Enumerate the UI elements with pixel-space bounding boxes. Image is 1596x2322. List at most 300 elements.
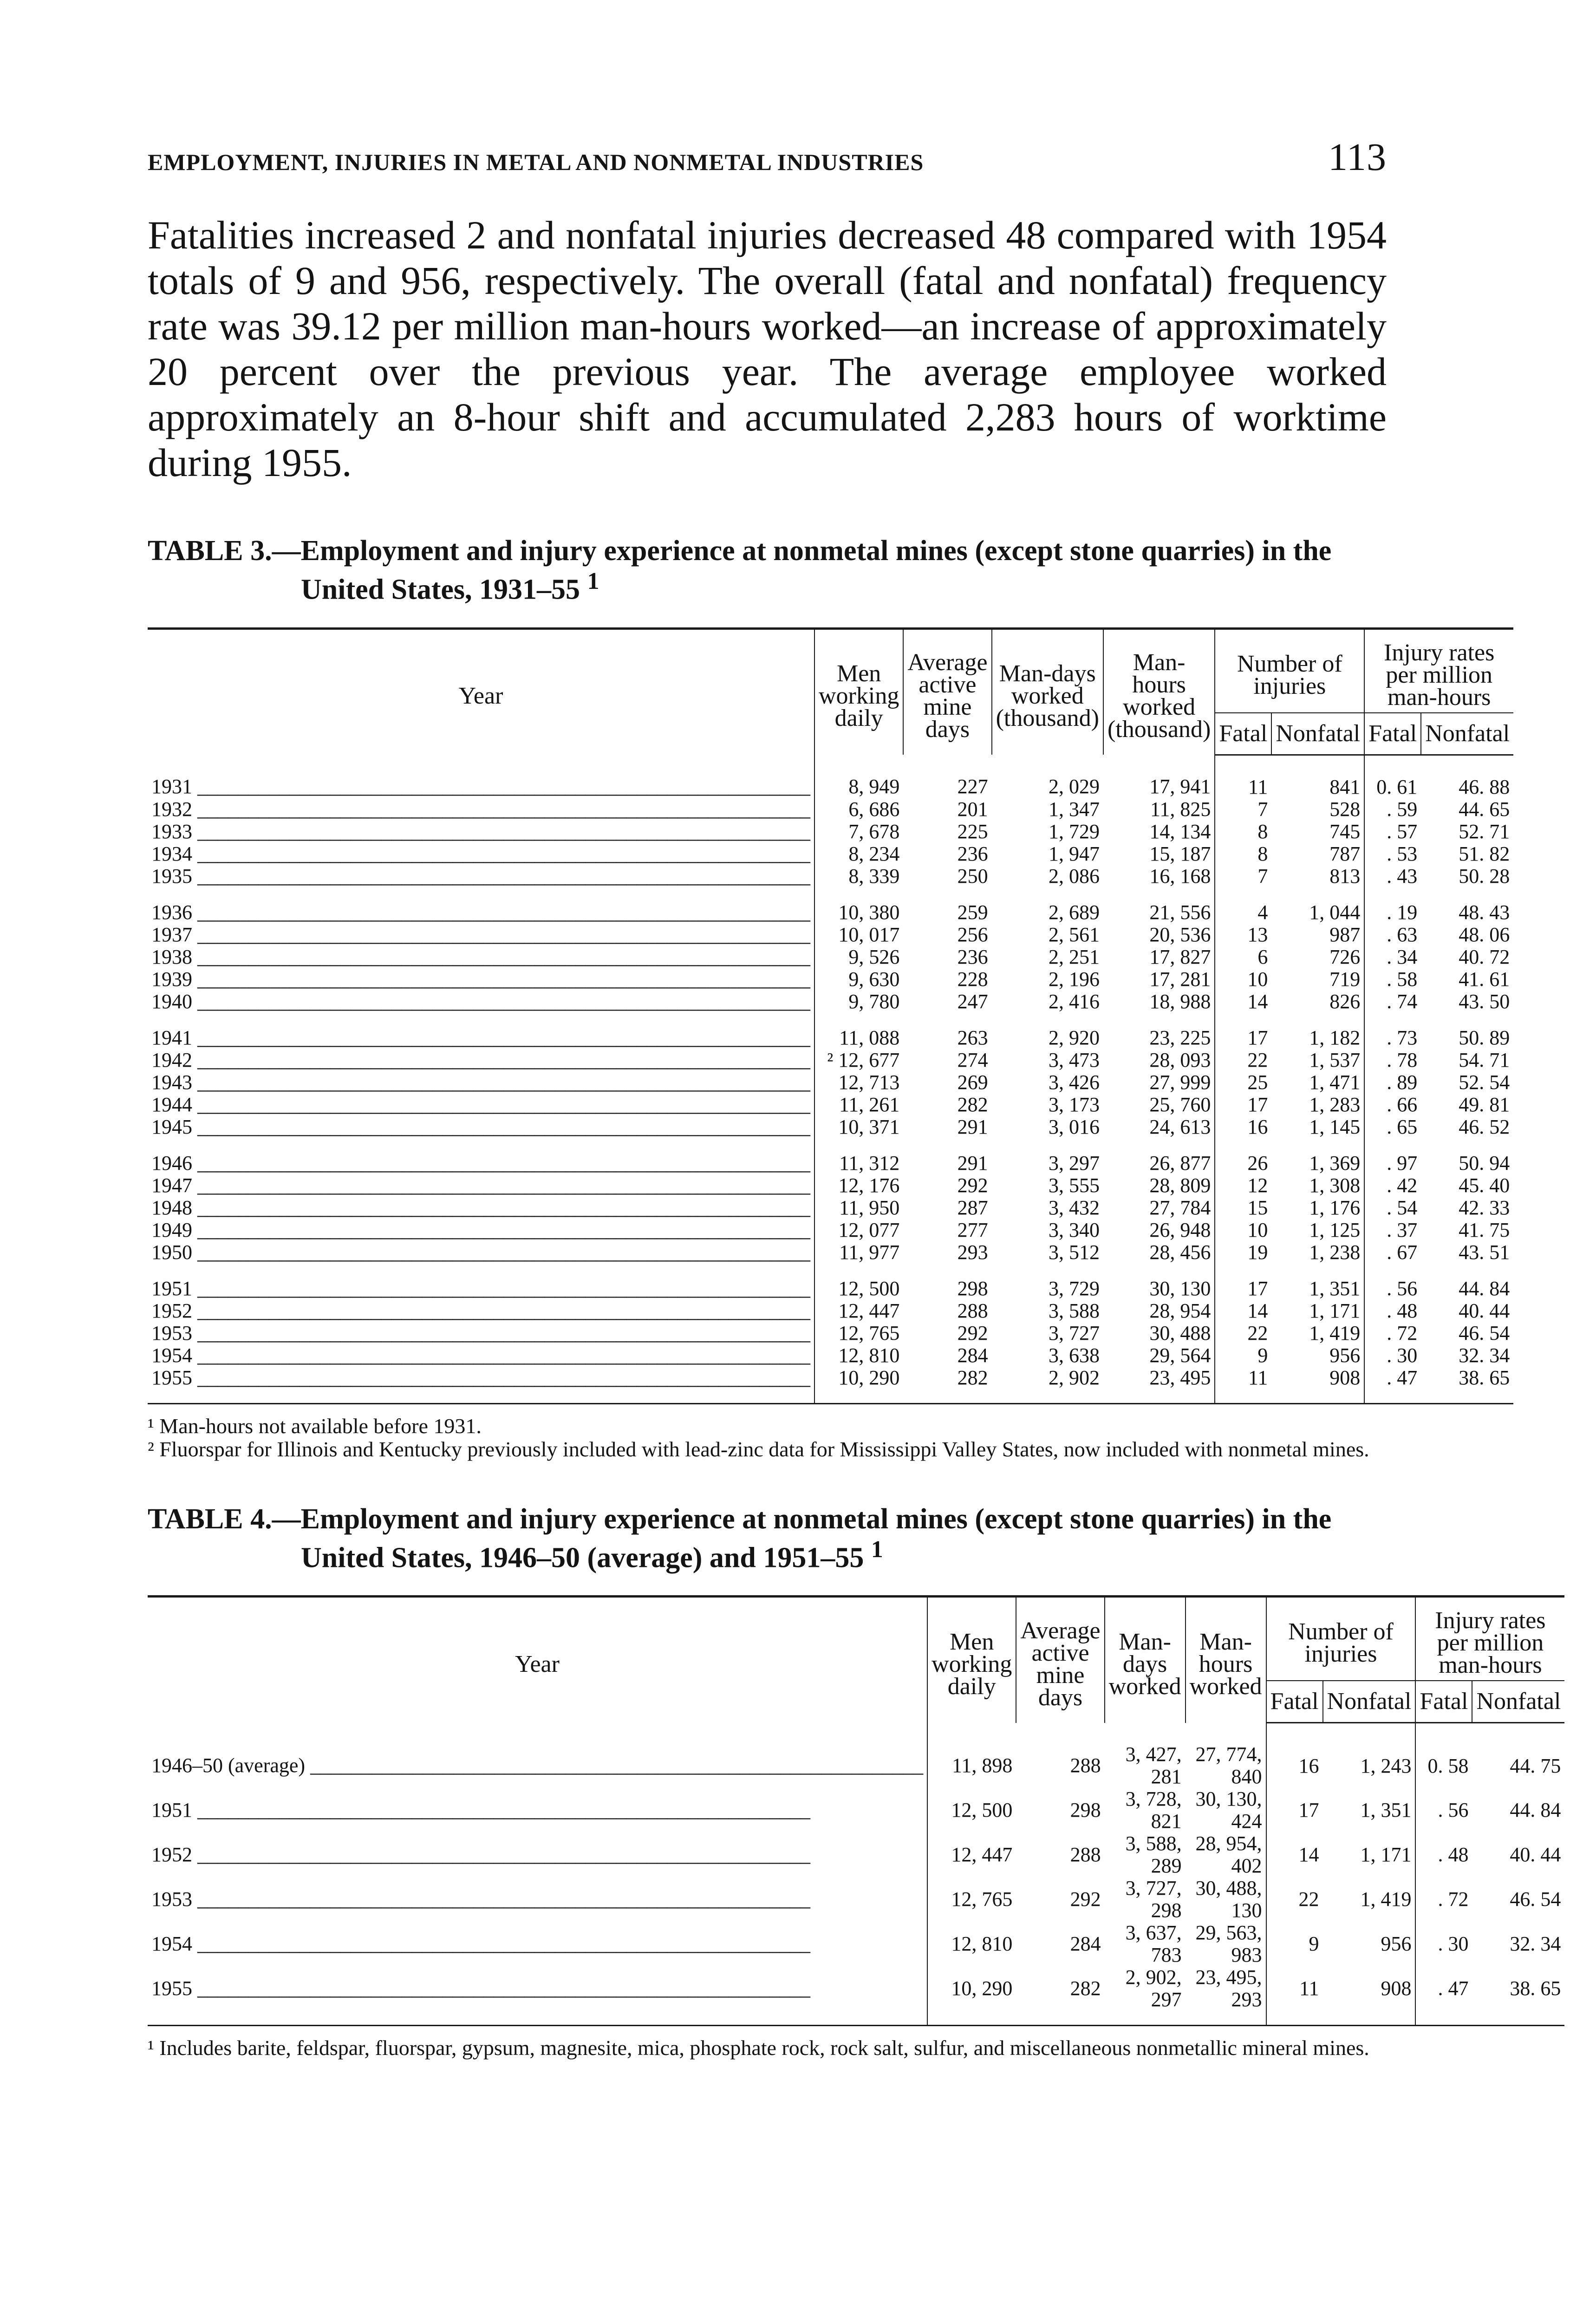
- cell-injuries-nonfatal: 1, 471: [1271, 1071, 1364, 1094]
- cell-active-mine-days: 247: [957, 990, 988, 1013]
- cell-injuries-fatal: 14: [1247, 1299, 1268, 1322]
- cell-active-mine-days: 291: [957, 1151, 988, 1174]
- cell-active-mine-days: 284: [957, 1344, 988, 1367]
- cell-man-days: 3, 340: [1048, 1218, 1100, 1241]
- cell-active-mine-days: 288: [1070, 1754, 1101, 1777]
- cell-rate-fatal: . 54: [1387, 1196, 1418, 1219]
- cell-active-mine-days: 201: [957, 797, 988, 821]
- cell-men-working-daily: 8, 234: [848, 842, 900, 865]
- cell-year: 1932 ____________________________________________________________: [148, 798, 814, 821]
- cell-man-hours: 28, 456: [1103, 1241, 1215, 1264]
- table-row: [148, 1116, 1513, 1138]
- cell-injuries-nonfatal: 1, 176: [1271, 1197, 1364, 1219]
- cell-rate-nonfatal: 43. 50: [1459, 990, 1510, 1013]
- cell-injuries-fatal: 17: [1247, 1026, 1268, 1049]
- cell-rate-nonfatal: 51. 82: [1459, 842, 1510, 865]
- table-row: [148, 946, 1513, 968]
- table-row: [148, 1219, 1513, 1241]
- table3-header-rates: Injury rates per million man-hours: [1364, 628, 1513, 713]
- cell-man-hours: 28, 954, 402: [1186, 1833, 1266, 1877]
- cell-man-days: 2, 086: [1048, 864, 1100, 887]
- table-row: [148, 1174, 1513, 1197]
- table-row: [148, 1877, 1564, 1922]
- cell-year: 1935 ____________________________________________________________: [148, 865, 814, 887]
- cell-rate-fatal: . 30: [1387, 1344, 1418, 1367]
- cell-year: 1951 ____________________________________________________________: [148, 1788, 927, 1833]
- table-row: [148, 924, 1513, 946]
- cell-injuries-nonfatal: 1, 125: [1271, 1219, 1364, 1241]
- cell-men-working-daily: 11, 898: [952, 1754, 1013, 1777]
- table3-header-man-days: Man-days worked (thousand): [992, 628, 1103, 755]
- table-row: [148, 755, 1513, 798]
- cell-rate-nonfatal: 43. 51: [1459, 1240, 1510, 1264]
- cell-year: 1946 ____________________________________________________________: [148, 1138, 814, 1174]
- document-page: [148, 135, 1561, 2060]
- cell-active-mine-days: 250: [957, 864, 988, 887]
- cell-men-working-daily: 7, 678: [848, 820, 900, 843]
- cell-man-days: 3, 432: [1048, 1196, 1100, 1219]
- table3-row-group: [148, 887, 1513, 1013]
- cell-man-days: 3, 727, 298: [1125, 1876, 1182, 1922]
- cell-injuries-nonfatal: 1, 351: [1271, 1264, 1364, 1300]
- cell-injuries-nonfatal: 1, 419: [1323, 1877, 1416, 1922]
- cell-injuries-nonfatal: 841: [1271, 755, 1364, 798]
- table4-header-man-days: Man-days worked: [1105, 1597, 1186, 1723]
- cell-active-mine-days: 274: [957, 1048, 988, 1071]
- cell-men-working-daily: 12, 500: [838, 1277, 900, 1300]
- cell-man-hours: 27, 784: [1103, 1197, 1215, 1219]
- cell-rate-nonfatal: 40. 44: [1510, 1843, 1561, 1866]
- table4-header-rates: Injury rates per million man-hours: [1415, 1597, 1564, 1681]
- cell-men-working-daily: 10, 290: [927, 1966, 1016, 2026]
- cell-rate-nonfatal: 54. 71: [1459, 1048, 1510, 1071]
- cell-injuries-nonfatal: 1, 182: [1271, 1013, 1364, 1049]
- table-row: [148, 1094, 1513, 1116]
- cell-man-days: 1, 347: [1048, 797, 1100, 821]
- cell-man-days: 2, 029: [1048, 775, 1100, 798]
- cell-year: 1953 ____________________________________________________________: [148, 1322, 814, 1344]
- cell-active-mine-days: 292: [1070, 1887, 1101, 1911]
- table-row: [148, 1833, 1564, 1877]
- cell-men-working-daily: 11, 977: [839, 1240, 900, 1264]
- cell-injuries-fatal: 8: [1257, 842, 1268, 865]
- table-row: [148, 1241, 1513, 1264]
- cell-injuries-fatal: 10: [1247, 967, 1268, 991]
- cell-active-mine-days: 259: [957, 900, 988, 924]
- cell-injuries-fatal: 17: [1247, 1093, 1268, 1116]
- cell-man-days: 2, 251: [1048, 945, 1100, 968]
- cell-man-days: 2, 902, 297: [1105, 1966, 1186, 2026]
- table-row: [148, 821, 1513, 843]
- cell-year: 1936 ____________________________________________________________: [148, 887, 814, 924]
- cell-injuries-fatal: 14: [1247, 990, 1268, 1013]
- cell-injuries-nonfatal: 908: [1323, 1966, 1416, 2026]
- cell-injuries-fatal: 26: [1247, 1151, 1268, 1174]
- cell-active-mine-days: 298: [1070, 1798, 1101, 1821]
- running-head-title: EMPLOYMENT, INJURIES IN METAL AND NONMETAL INDUSTRIES: [148, 149, 924, 175]
- table-row: [148, 1344, 1513, 1367]
- cell-active-mine-days: 291: [957, 1115, 988, 1138]
- cell-injuries-fatal: 11: [1266, 1966, 1323, 2026]
- cell-injuries-nonfatal: 745: [1271, 821, 1364, 843]
- cell-rate-nonfatal: 44. 84: [1459, 1277, 1510, 1300]
- cell-injuries-fatal: 8: [1257, 820, 1268, 843]
- cell-year: 1943 ____________________________________________________________: [148, 1071, 814, 1094]
- table-row: [148, 1264, 1513, 1300]
- table-row: [148, 1966, 1564, 2026]
- cell-men-working-daily: 11, 312: [839, 1151, 900, 1174]
- cell-man-days: 3, 728, 821: [1125, 1787, 1182, 1833]
- cell-men-working-daily: 12, 447: [838, 1299, 900, 1322]
- cell-rate-nonfatal: 46. 88: [1459, 775, 1510, 798]
- cell-injuries-nonfatal: 1, 145: [1271, 1116, 1364, 1138]
- cell-year: 1938 ____________________________________________________________: [148, 946, 814, 968]
- cell-year: 1953 ____________________________________________________________: [148, 1877, 927, 1922]
- cell-rate-fatal: . 48: [1387, 1299, 1418, 1322]
- cell-injuries-fatal: 14: [1298, 1843, 1319, 1866]
- cell-man-hours: 28, 809: [1103, 1174, 1215, 1197]
- cell-man-hours: 30, 130: [1103, 1264, 1215, 1300]
- cell-man-hours: 26, 877: [1103, 1138, 1215, 1174]
- table3-header-injuries-fatal: Fatal: [1215, 713, 1271, 755]
- cell-active-mine-days: 228: [957, 967, 988, 991]
- table3-header-injuries: Number of injuries: [1215, 628, 1364, 713]
- table4-header-rates-nonfatal: Nonfatal: [1472, 1681, 1564, 1723]
- cell-injuries-nonfatal: 719: [1271, 968, 1364, 991]
- cell-injuries-nonfatal: 528: [1271, 798, 1364, 821]
- table3-footnotes: [148, 1415, 1387, 1461]
- cell-rate-fatal: . 74: [1387, 990, 1418, 1013]
- cell-men-working-daily: 11, 950: [839, 1196, 900, 1219]
- cell-injuries-fatal: 7: [1257, 797, 1268, 821]
- cell-man-days: 3, 427, 281: [1125, 1742, 1182, 1788]
- cell-injuries-nonfatal: 726: [1271, 946, 1364, 968]
- cell-men-working-daily: 10, 290: [814, 1367, 903, 1404]
- cell-man-days: 3, 297: [1048, 1151, 1100, 1174]
- cell-injuries-nonfatal: 1, 537: [1271, 1049, 1364, 1071]
- intro-paragraph: Fatalities increased 2 and nonfatal injuries decreased 48 compared with 1954 totals of 9 and 956, respectively. The overall (fatal and nonfatal) frequency rate was 39.12 per million man-hours worked—an increase of approximately 20 percent over the previous year. The average employee worked approximately an 8-hour shift and accumulated 2,283 hours of worktime during 1955.: [148, 213, 1387, 485]
- cell-rate-nonfatal: 41. 61: [1459, 967, 1510, 991]
- cell-active-mine-days: 282: [957, 1093, 988, 1116]
- table-row: [148, 1788, 1564, 1833]
- cell-injuries-nonfatal: 826: [1271, 991, 1364, 1013]
- cell-injuries-nonfatal: 987: [1271, 924, 1364, 946]
- cell-injuries-nonfatal: 1, 044: [1271, 887, 1364, 924]
- table-row: [148, 1922, 1564, 1966]
- table3-header-man-hours: Man-hours worked (thousand): [1103, 628, 1215, 755]
- table3-row-group: [148, 1138, 1513, 1264]
- table-row: [148, 865, 1513, 887]
- table3-header-men: Men working daily: [814, 628, 903, 755]
- cell-men-working-daily: 9, 630: [848, 967, 900, 991]
- cell-year: 1950 ____________________________________________________________: [148, 1241, 814, 1264]
- cell-rate-nonfatal: 46. 54: [1510, 1887, 1561, 1911]
- cell-rate-fatal: . 78: [1387, 1048, 1418, 1071]
- cell-injuries-nonfatal: 956: [1323, 1922, 1416, 1966]
- cell-rate-fatal: . 65: [1387, 1115, 1418, 1138]
- cell-rate-fatal: . 57: [1387, 820, 1418, 843]
- cell-man-days: 3, 555: [1048, 1174, 1100, 1197]
- cell-man-hours: 17, 281: [1103, 968, 1215, 991]
- cell-rate-fatal: . 56: [1387, 1277, 1418, 1300]
- cell-active-mine-days: 282: [903, 1367, 991, 1404]
- table4-header-injuries-fatal: Fatal: [1266, 1681, 1323, 1723]
- cell-rate-nonfatal: 41. 75: [1459, 1218, 1510, 1241]
- cell-rate-fatal: . 48: [1438, 1843, 1469, 1866]
- cell-man-days: 2, 416: [1048, 990, 1100, 1013]
- table3-header-rates-nonfatal: Nonfatal: [1421, 713, 1513, 755]
- cell-year: 1941 ____________________________________________________________: [148, 1013, 814, 1049]
- table3-header-year: Year: [148, 628, 814, 755]
- cell-year: 1955 ____________________________________________________________: [148, 1966, 927, 2026]
- running-head: [148, 135, 1387, 180]
- table4-title-footnote-marker: 1: [871, 1536, 883, 1563]
- cell-rate-nonfatal: 44. 84: [1510, 1798, 1561, 1821]
- cell-year: 1931 ____________________________________________________________: [148, 755, 814, 798]
- cell-year: 1954 ____________________________________________________________: [148, 1344, 814, 1367]
- cell-rate-fatal: . 63: [1387, 923, 1418, 946]
- cell-man-days: 3, 512: [1048, 1240, 1100, 1264]
- cell-injuries-nonfatal: 956: [1271, 1344, 1364, 1367]
- cell-injuries-nonfatal: 813: [1271, 865, 1364, 887]
- cell-men-working-daily: 10, 017: [838, 923, 900, 946]
- table3-header-injuries-nonfatal: Nonfatal: [1271, 713, 1364, 755]
- cell-men-working-daily: 11, 088: [839, 1026, 900, 1049]
- cell-rate-nonfatal: 48. 06: [1459, 923, 1510, 946]
- cell-injuries-nonfatal: 1, 283: [1271, 1094, 1364, 1116]
- cell-man-hours: 25, 760: [1103, 1094, 1215, 1116]
- table3-header-rates-fatal: Fatal: [1364, 713, 1421, 755]
- cell-injuries-fatal: 16: [1247, 1115, 1268, 1138]
- cell-year: 1940 ____________________________________________________________: [148, 991, 814, 1013]
- cell-rate-fatal: . 66: [1387, 1093, 1418, 1116]
- table-row: [148, 1049, 1513, 1071]
- cell-active-mine-days: 293: [957, 1240, 988, 1264]
- table4-header: [148, 1597, 1564, 1723]
- cell-man-days: 2, 689: [1048, 900, 1100, 924]
- cell-active-mine-days: 282: [1016, 1966, 1104, 2026]
- cell-injuries-fatal: 17: [1298, 1798, 1319, 1821]
- table3-row-group: [148, 755, 1513, 887]
- table3-footnote-2: ² Fluorspar for Illinois and Kentucky previously included with lead-zinc data for Mississippi Valley States, now included with nonmetal mines.: [148, 1437, 1369, 1461]
- cell-injuries-fatal: 15: [1247, 1196, 1268, 1219]
- cell-injuries-fatal: 22: [1298, 1887, 1319, 1911]
- cell-men-working-daily: 9, 526: [848, 945, 900, 968]
- cell-injuries-fatal: 25: [1247, 1070, 1268, 1094]
- table-row: [148, 991, 1513, 1013]
- cell-year: 1952 ____________________________________________________________: [148, 1833, 927, 1877]
- cell-rate-fatal: . 73: [1387, 1026, 1418, 1049]
- cell-man-hours: 27, 999: [1103, 1071, 1215, 1094]
- cell-injuries-fatal: 22: [1247, 1048, 1268, 1071]
- cell-rate-fatal: . 42: [1387, 1174, 1418, 1197]
- cell-man-days: 3, 016: [1048, 1115, 1100, 1138]
- cell-man-days: 3, 173: [1048, 1093, 1100, 1116]
- cell-man-days: 2, 561: [1048, 923, 1100, 946]
- cell-rate-nonfatal: 48. 43: [1459, 900, 1510, 924]
- cell-active-mine-days: 284: [1070, 1932, 1101, 1955]
- cell-man-hours: 21, 556: [1103, 887, 1215, 924]
- table-row: [148, 1071, 1513, 1094]
- cell-active-mine-days: 236: [957, 842, 988, 865]
- cell-injuries-nonfatal: 1, 171: [1323, 1833, 1416, 1877]
- cell-rate-nonfatal: 38. 65: [1472, 1966, 1564, 2026]
- table4-header-rates-fatal: Fatal: [1415, 1681, 1472, 1723]
- cell-year: 1948 ____________________________________________________________: [148, 1197, 814, 1219]
- cell-men-working-daily: ² 12, 677: [827, 1048, 900, 1071]
- cell-rate-fatal: . 59: [1387, 797, 1418, 821]
- cell-rate-fatal: . 47: [1364, 1367, 1421, 1404]
- cell-man-hours: 23, 495, 293: [1186, 1966, 1266, 2026]
- cell-year: 1937 ____________________________________________________________: [148, 924, 814, 946]
- cell-injuries-fatal: 7: [1257, 864, 1268, 887]
- cell-active-mine-days: 236: [957, 945, 988, 968]
- cell-rate-nonfatal: 40. 44: [1459, 1299, 1510, 1322]
- cell-active-mine-days: 269: [957, 1070, 988, 1094]
- cell-man-days: 3, 727: [1048, 1321, 1100, 1344]
- cell-man-days: 3, 588: [1048, 1299, 1100, 1322]
- cell-injuries-fatal: 4: [1257, 900, 1268, 924]
- cell-year: 1946–50 (average) ____________________________________________________________: [148, 1723, 927, 1788]
- cell-man-hours: 30, 130, 424: [1186, 1788, 1266, 1833]
- cell-man-hours: 18, 988: [1103, 991, 1215, 1013]
- table3-title-text: TABLE 3.—Employment and injury experience at nonmetal mines (except stone quarries) in the United States, 1931–55: [148, 535, 1332, 606]
- cell-injuries-nonfatal: 1, 351: [1323, 1788, 1416, 1833]
- table4: [148, 1595, 1564, 2026]
- cell-man-days: 3, 473: [1048, 1048, 1100, 1071]
- cell-injuries-nonfatal: 1, 171: [1271, 1300, 1364, 1322]
- cell-man-hours: 30, 488, 130: [1186, 1877, 1266, 1922]
- cell-rate-fatal: . 30: [1438, 1932, 1469, 1955]
- cell-rate-nonfatal: 42. 33: [1459, 1196, 1510, 1219]
- cell-rate-nonfatal: 52. 54: [1459, 1070, 1510, 1094]
- cell-rate-fatal: 0. 61: [1376, 775, 1418, 798]
- cell-injuries-fatal: 11: [1248, 775, 1268, 798]
- cell-man-hours: 23, 495: [1103, 1367, 1215, 1404]
- table-row: [148, 968, 1513, 991]
- table-row: [148, 1322, 1513, 1344]
- table-row: [148, 1367, 1513, 1404]
- table3: [148, 627, 1513, 1404]
- table4-footnote-1: ¹ Includes barite, feldspar, fluorspar, gypsum, magnesite, mica, phosphate rock, rock salt, sulfur, and miscellaneous nonmetallic mineral mines.: [148, 2035, 1369, 2060]
- cell-men-working-daily: 12, 810: [838, 1344, 900, 1367]
- table3-header-days: Average active mine days: [903, 628, 991, 755]
- cell-year: 1949 ____________________________________________________________: [148, 1219, 814, 1241]
- cell-men-working-daily: 12, 447: [951, 1843, 1013, 1866]
- cell-rate-nonfatal: 32. 34: [1459, 1344, 1510, 1367]
- cell-injuries-fatal: 11: [1215, 1367, 1271, 1404]
- cell-man-hours: 16, 168: [1103, 865, 1215, 887]
- table4-title-text: TABLE 4.—Employment and injury experience at nonmetal mines (except stone quarries) in the United States, 1946–50 (average) and 1951–55: [148, 1503, 1332, 1574]
- cell-rate-fatal: . 72: [1438, 1887, 1469, 1911]
- cell-rate-fatal: . 89: [1387, 1070, 1418, 1094]
- cell-rate-nonfatal: 44. 75: [1510, 1754, 1561, 1777]
- cell-rate-nonfatal: 44. 65: [1459, 797, 1510, 821]
- table-row: [148, 1138, 1513, 1174]
- cell-year: 1945 ____________________________________________________________: [148, 1116, 814, 1138]
- cell-injuries-fatal: 12: [1247, 1174, 1268, 1197]
- table4-header-men: Men working daily: [927, 1597, 1016, 1723]
- cell-active-mine-days: 288: [957, 1299, 988, 1322]
- cell-rate-nonfatal: 50. 28: [1459, 864, 1510, 887]
- cell-man-days: 1, 729: [1048, 820, 1100, 843]
- cell-year: 1942 ____________________________________________________________: [148, 1049, 814, 1071]
- cell-rate-nonfatal: 32. 34: [1510, 1932, 1561, 1955]
- cell-year: 1954 ____________________________________________________________: [148, 1922, 927, 1966]
- cell-injuries-fatal: 10: [1247, 1218, 1268, 1241]
- table-row: [148, 798, 1513, 821]
- cell-active-mine-days: 292: [957, 1174, 988, 1197]
- table4-rows: [148, 1723, 1564, 2026]
- cell-injuries-fatal: 19: [1247, 1240, 1268, 1264]
- cell-man-days: 2, 920: [1048, 1026, 1100, 1049]
- cell-injuries-nonfatal: 1, 369: [1271, 1138, 1364, 1174]
- cell-rate-fatal: . 97: [1387, 1151, 1418, 1174]
- cell-man-hours: 26, 948: [1103, 1219, 1215, 1241]
- cell-year: 1955 ____________________________________________________________: [148, 1367, 814, 1404]
- table4-title: [148, 1504, 1387, 1573]
- cell-injuries-fatal: 22: [1247, 1321, 1268, 1344]
- cell-man-days: 3, 588, 289: [1125, 1832, 1182, 1877]
- cell-men-working-daily: 12, 077: [838, 1218, 900, 1241]
- cell-rate-nonfatal: 50. 89: [1459, 1026, 1510, 1049]
- cell-men-working-daily: 8, 339: [848, 864, 900, 887]
- cell-year: 1933 ____________________________________________________________: [148, 821, 814, 843]
- cell-men-working-daily: 10, 380: [838, 900, 900, 924]
- cell-active-mine-days: 256: [957, 923, 988, 946]
- cell-year: 1947 ____________________________________________________________: [148, 1174, 814, 1197]
- cell-men-working-daily: 10, 371: [838, 1115, 900, 1138]
- cell-rate-fatal: . 53: [1387, 842, 1418, 865]
- cell-men-working-daily: 12, 810: [951, 1932, 1013, 1955]
- cell-men-working-daily: 8, 949: [848, 775, 900, 798]
- cell-man-hours: 15, 187: [1103, 843, 1215, 865]
- cell-injuries-fatal: 13: [1247, 923, 1268, 946]
- cell-active-mine-days: 225: [957, 820, 988, 843]
- cell-rate-nonfatal: 40. 72: [1459, 945, 1510, 968]
- table-row: [148, 843, 1513, 865]
- table4-header-injuries-nonfatal: Nonfatal: [1323, 1681, 1416, 1723]
- cell-injuries-nonfatal: 787: [1271, 843, 1364, 865]
- cell-rate-fatal: . 47: [1415, 1966, 1472, 2026]
- cell-active-mine-days: 263: [957, 1026, 988, 1049]
- cell-men-working-daily: 12, 765: [838, 1321, 900, 1344]
- cell-man-hours: 29, 563, 983: [1186, 1922, 1266, 1966]
- cell-man-hours: 23, 225: [1103, 1013, 1215, 1049]
- cell-man-days: 2, 196: [1048, 967, 1100, 991]
- cell-rate-fatal: 0. 58: [1427, 1754, 1469, 1777]
- table4-header-year: Year: [148, 1597, 927, 1723]
- cell-rate-fatal: . 34: [1387, 945, 1418, 968]
- cell-man-days: 2, 902: [992, 1367, 1103, 1404]
- cell-rate-nonfatal: 52. 71: [1459, 820, 1510, 843]
- table4-header-man-hours: Man-hours worked: [1186, 1597, 1266, 1723]
- table-row: [148, 1197, 1513, 1219]
- cell-year: 1952 ____________________________________________________________: [148, 1300, 814, 1322]
- cell-man-hours: 17, 827: [1103, 946, 1215, 968]
- table-row: [148, 887, 1513, 924]
- cell-man-hours: 20, 536: [1103, 924, 1215, 946]
- table3-footnote-1: ¹ Man-hours not available before 1931.: [148, 1414, 482, 1438]
- cell-man-hours: 17, 941: [1103, 755, 1215, 798]
- cell-injuries-nonfatal: 908: [1271, 1367, 1364, 1404]
- cell-injuries-fatal: 16: [1298, 1754, 1319, 1777]
- table3-row-group: [148, 1013, 1513, 1138]
- cell-rate-nonfatal: 50. 94: [1459, 1151, 1510, 1174]
- cell-rate-fatal: . 72: [1387, 1321, 1418, 1344]
- table-row: [148, 1013, 1513, 1049]
- cell-man-hours: 27, 774, 840: [1186, 1723, 1266, 1788]
